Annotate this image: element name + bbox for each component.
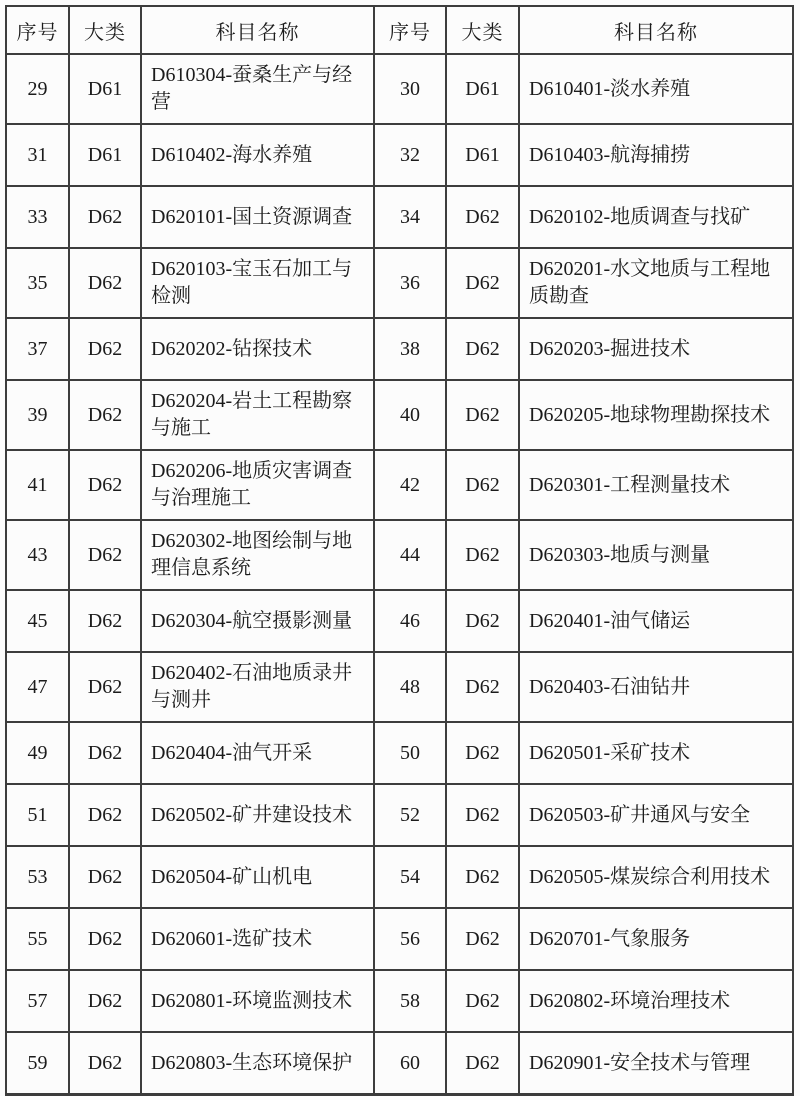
cell-subject-name: D620701-气象服务 [519, 908, 793, 970]
col-header-subject-left: 科目名称 [141, 6, 374, 54]
table-row [6, 380, 793, 450]
cell-category: D62 [446, 248, 519, 318]
col-header-category-right: 大类 [446, 6, 519, 54]
cell-category: D61 [446, 124, 519, 186]
cell-subject-name: D620803-生态环境保护 [141, 1032, 374, 1095]
cell-subject-name: D620901-安全技术与管理 [519, 1032, 793, 1095]
cell-category: D62 [446, 1032, 519, 1095]
table-body [6, 54, 793, 1095]
cell-subject-name: D620201-水文地质与工程地质勘查 [519, 248, 793, 318]
cell-subject-name: D620505-煤炭综合利用技术 [519, 846, 793, 908]
cell-serial-number: 44 [374, 520, 446, 590]
cell-category: D62 [69, 380, 141, 450]
header-row [6, 6, 793, 54]
cell-subject-name: D620203-掘进技术 [519, 318, 793, 380]
cell-category: D62 [69, 248, 141, 318]
table-row [6, 520, 793, 590]
cell-serial-number: 54 [374, 846, 446, 908]
cell-category: D61 [69, 124, 141, 186]
cell-serial-number: 42 [374, 450, 446, 520]
col-header-subject-right: 科目名称 [519, 6, 793, 54]
cell-serial-number: 34 [374, 186, 446, 248]
cell-serial-number: 39 [6, 380, 69, 450]
cell-subject-name: D620303-地质与测量 [519, 520, 793, 590]
cell-category: D62 [446, 652, 519, 722]
cell-serial-number: 57 [6, 970, 69, 1032]
cell-subject-name: D620101-国土资源调查 [141, 186, 374, 248]
cell-serial-number: 51 [6, 784, 69, 846]
cell-category: D62 [446, 450, 519, 520]
cell-subject-name: D620103-宝玉石加工与检测 [141, 248, 374, 318]
cell-serial-number: 33 [6, 186, 69, 248]
cell-category: D61 [446, 54, 519, 124]
table-row [6, 318, 793, 380]
cell-serial-number: 30 [374, 54, 446, 124]
cell-category: D62 [69, 784, 141, 846]
cell-subject-name: D620601-选矿技术 [141, 908, 374, 970]
table-row [6, 652, 793, 722]
cell-serial-number: 48 [374, 652, 446, 722]
cell-serial-number: 32 [374, 124, 446, 186]
table-row [6, 54, 793, 124]
cell-subject-name: D610403-航海捕捞 [519, 124, 793, 186]
cell-serial-number: 53 [6, 846, 69, 908]
col-header-serial-left: 序号 [6, 6, 69, 54]
cell-subject-name: D620801-环境监测技术 [141, 970, 374, 1032]
cell-category: D62 [446, 520, 519, 590]
cell-category: D62 [446, 970, 519, 1032]
cell-subject-name: D620502-矿井建设技术 [141, 784, 374, 846]
table-row [6, 590, 793, 652]
cell-serial-number: 38 [374, 318, 446, 380]
cell-subject-name: D610304-蚕桑生产与经营 [141, 54, 374, 124]
table-row [6, 248, 793, 318]
cell-category: D62 [69, 186, 141, 248]
cell-serial-number: 40 [374, 380, 446, 450]
cell-subject-name: D620802-环境治理技术 [519, 970, 793, 1032]
table-row [6, 1032, 793, 1095]
cell-serial-number: 41 [6, 450, 69, 520]
table-row [6, 450, 793, 520]
cell-serial-number: 58 [374, 970, 446, 1032]
cell-serial-number: 45 [6, 590, 69, 652]
cell-subject-name: D620304-航空摄影测量 [141, 590, 374, 652]
cell-subject-name: D620205-地球物理勘探技术 [519, 380, 793, 450]
cell-category: D62 [446, 846, 519, 908]
cell-serial-number: 31 [6, 124, 69, 186]
cell-serial-number: 37 [6, 318, 69, 380]
cell-serial-number: 46 [374, 590, 446, 652]
cell-category: D62 [446, 186, 519, 248]
cell-category: D62 [69, 970, 141, 1032]
table-row [6, 970, 793, 1032]
cell-category: D62 [69, 652, 141, 722]
cell-subject-name: D620102-地质调查与找矿 [519, 186, 793, 248]
cell-category: D62 [69, 520, 141, 590]
cell-serial-number: 56 [374, 908, 446, 970]
cell-subject-name: D620402-石油地质录井与测井 [141, 652, 374, 722]
cell-category: D62 [69, 722, 141, 784]
cell-subject-name: D620206-地质灾害调查与治理施工 [141, 450, 374, 520]
table-row [6, 722, 793, 784]
cell-subject-name: D620504-矿山机电 [141, 846, 374, 908]
cell-serial-number: 55 [6, 908, 69, 970]
cell-category: D62 [69, 450, 141, 520]
table-row [6, 846, 793, 908]
col-header-category-left: 大类 [69, 6, 141, 54]
cell-category: D62 [446, 318, 519, 380]
cell-subject-name: D610402-海水养殖 [141, 124, 374, 186]
cell-category: D62 [446, 380, 519, 450]
cell-subject-name: D620202-钻探技术 [141, 318, 374, 380]
cell-category: D62 [446, 590, 519, 652]
cell-category: D62 [69, 590, 141, 652]
cell-serial-number: 47 [6, 652, 69, 722]
cell-subject-name: D620403-石油钻井 [519, 652, 793, 722]
cell-serial-number: 60 [374, 1032, 446, 1095]
cell-subject-name: D620302-地图绘制与地理信息系统 [141, 520, 374, 590]
cell-subject-name: D620503-矿井通风与安全 [519, 784, 793, 846]
cell-subject-name: D620301-工程测量技术 [519, 450, 793, 520]
cell-serial-number: 49 [6, 722, 69, 784]
cell-category: D62 [446, 722, 519, 784]
cell-serial-number: 43 [6, 520, 69, 590]
cell-subject-name: D620501-采矿技术 [519, 722, 793, 784]
cell-category: D62 [69, 908, 141, 970]
cell-category: D62 [69, 318, 141, 380]
table-row [6, 908, 793, 970]
cell-serial-number: 50 [374, 722, 446, 784]
cell-serial-number: 29 [6, 54, 69, 124]
cell-category: D62 [446, 784, 519, 846]
col-header-serial-right: 序号 [374, 6, 446, 54]
table-row [6, 186, 793, 248]
cell-subject-name: D620404-油气开采 [141, 722, 374, 784]
cell-category: D62 [69, 846, 141, 908]
cell-subject-name: D620204-岩土工程勘察与施工 [141, 380, 374, 450]
cell-category: D62 [446, 908, 519, 970]
cell-serial-number: 35 [6, 248, 69, 318]
cell-category: D61 [69, 54, 141, 124]
cell-category: D62 [69, 1032, 141, 1095]
table-row [6, 124, 793, 186]
cell-serial-number: 36 [374, 248, 446, 318]
table-row [6, 784, 793, 846]
cell-subject-name: D610401-淡水养殖 [519, 54, 793, 124]
cell-subject-name: D620401-油气储运 [519, 590, 793, 652]
subject-code-table [5, 5, 794, 1096]
cell-serial-number: 52 [374, 784, 446, 846]
cell-serial-number: 59 [6, 1032, 69, 1095]
